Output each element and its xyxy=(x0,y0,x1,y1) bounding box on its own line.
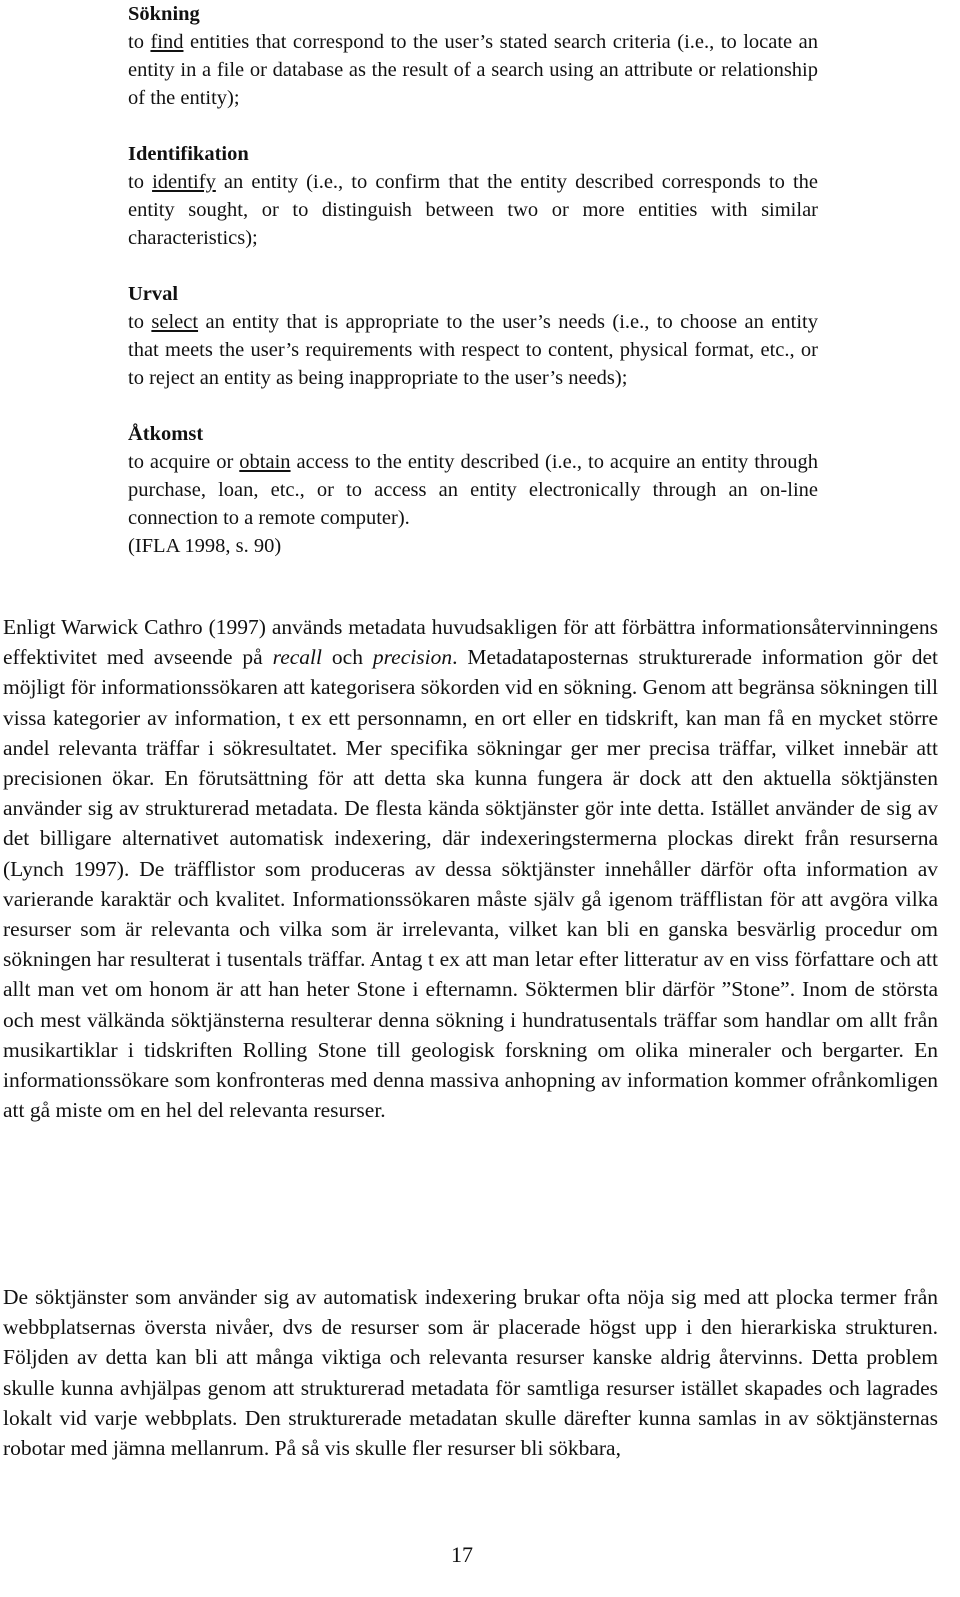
paragraph-text: och xyxy=(322,645,373,670)
term-heading: Åtkomst xyxy=(128,423,204,445)
definition-text: entities that correspond to the user’s stated search criteria (i.e., to locate an entity in a file or database as the result of a search using an attribute or relationship of the entity); xyxy=(128,31,818,109)
definition-prefix: to xyxy=(128,171,153,193)
term-identifikation xyxy=(128,140,818,252)
definition-keyword: identify xyxy=(152,171,216,193)
term-definition xyxy=(128,448,818,532)
term-heading: Urval xyxy=(128,283,179,305)
term-atkomst xyxy=(128,420,818,560)
definition-keyword: find xyxy=(150,31,184,53)
body-paragraph-1 xyxy=(3,612,938,1125)
definition-text: access to the entity described (i.e., to acquire an entity through purchase, loan, etc., or to access an entity electronically through an on-line connection to a remote computer). xyxy=(128,451,819,529)
body-paragraph-2: De söktjänster som använder sig av automatisk indexering brukar ofta nöja sig med att plocka termer från webbplatsernas översta nivåer, dvs de resurser som är placerade högst upp i den hierarkiska strukturen. Följden av detta kan bli att många viktiga och relevanta resurser kanske aldrig återvinns. Detta problem skulle kunna avhjälpas genom att strukturerad metadata för samtliga resurser istället skapades och lagrades lokalt vid varje webbplats. Den strukturerade metadatan skulle därefter kunna samlas in av söktjänsternas robotar med jämna mellanrum. På så vis skulle fler resurser bli sökbara, xyxy=(3,1285,938,1461)
definition-keyword: obtain xyxy=(239,451,291,473)
term-definition xyxy=(128,168,818,252)
definition-prefix: to xyxy=(128,311,152,333)
paragraph-text: . Metadataposternas strukturerade information gör det möjligt för informationssökaren att kategorisera sökorden vid en sökning. Genom att begränsa sökningen till vissa kategorier av information, t ex ett personnamn, en ort eller en tidskrift, kan man få en mycket större andel relevanta träffar i sökresultatet. Mer specifika sökningar ger mer precisa träffar, vilket innebär att precisionen ökar. En förutsättning för att detta ska kunna fungera är dock att den aktuella söktjänsten använder sig av strukturerad metadata. De flesta kända söktjänster gör inte detta. Istället använder de sig av det billigare alternativet automatisk indexering, där indexeringstermerna plockas direkt från resurserna (Lynch 1997). De träfflistor som produceras av dessa söktjänster innehåller därför ofta information av varierande karaktär och kvalitet. Informationssökaren måste själv gå igenom träfflistan för att avgöra vilka resurser som är relevanta och vilka som är irrelevanta, vilket kan bli en ganska besvärlig procedur om sökningen har resulterat i tusentals träffar. Antag t ex att man letar efter litteratur av en viss författare och att allt man vet om honom är att han heter Stone i efternamn. Söktermen blir därför ”Stone”. Inom de största och mest välkända söktjänsterna resulterar denna sökning i hundratusentals träffar som handlar om allt från musikartiklar i tidskriften Rolling Stone till geologisk forskning om olika mineraler och bergarter. En informationssökare som konfronteras med denna massiva anhopning av information kommer ofrånkomligen att gå miste om en hel del relevanta resurser. xyxy=(3,645,939,1123)
term-heading: Sökning xyxy=(128,3,200,25)
italic-term-precision: precision xyxy=(372,645,453,670)
definition-prefix: to acquire or xyxy=(128,451,240,473)
citation: (IFLA 1998, s. 90) xyxy=(128,535,282,557)
paragraph-text: Enligt Warwick Cathro (1997) används metadata huvudsakligen för att förbättra informationsåtervinningens effektivitet med avseende på xyxy=(3,615,938,670)
definition-text: an entity (i.e., to confirm that the entity described corresponds to the entity sought, or to distinguish between two or more entities with similar characteristics); xyxy=(128,171,819,249)
italic-term-recall: recall xyxy=(272,645,322,670)
term-definition xyxy=(128,308,818,392)
ifla-quote-block xyxy=(128,0,818,560)
definition-text: an entity that is appropriate to the user’s needs (i.e., to choose an entity that meets the user’s requirements with respect to content, physical format, etc., or to reject an entity as being inappropriate to the user’s needs); xyxy=(128,311,818,389)
term-urval xyxy=(128,280,818,392)
term-sokning xyxy=(128,0,818,112)
term-heading: Identifikation xyxy=(128,143,249,165)
definition-prefix: to xyxy=(128,31,151,53)
page-number: 17 xyxy=(451,1542,473,1567)
definition-keyword: select xyxy=(151,311,199,333)
term-definition xyxy=(128,28,818,112)
